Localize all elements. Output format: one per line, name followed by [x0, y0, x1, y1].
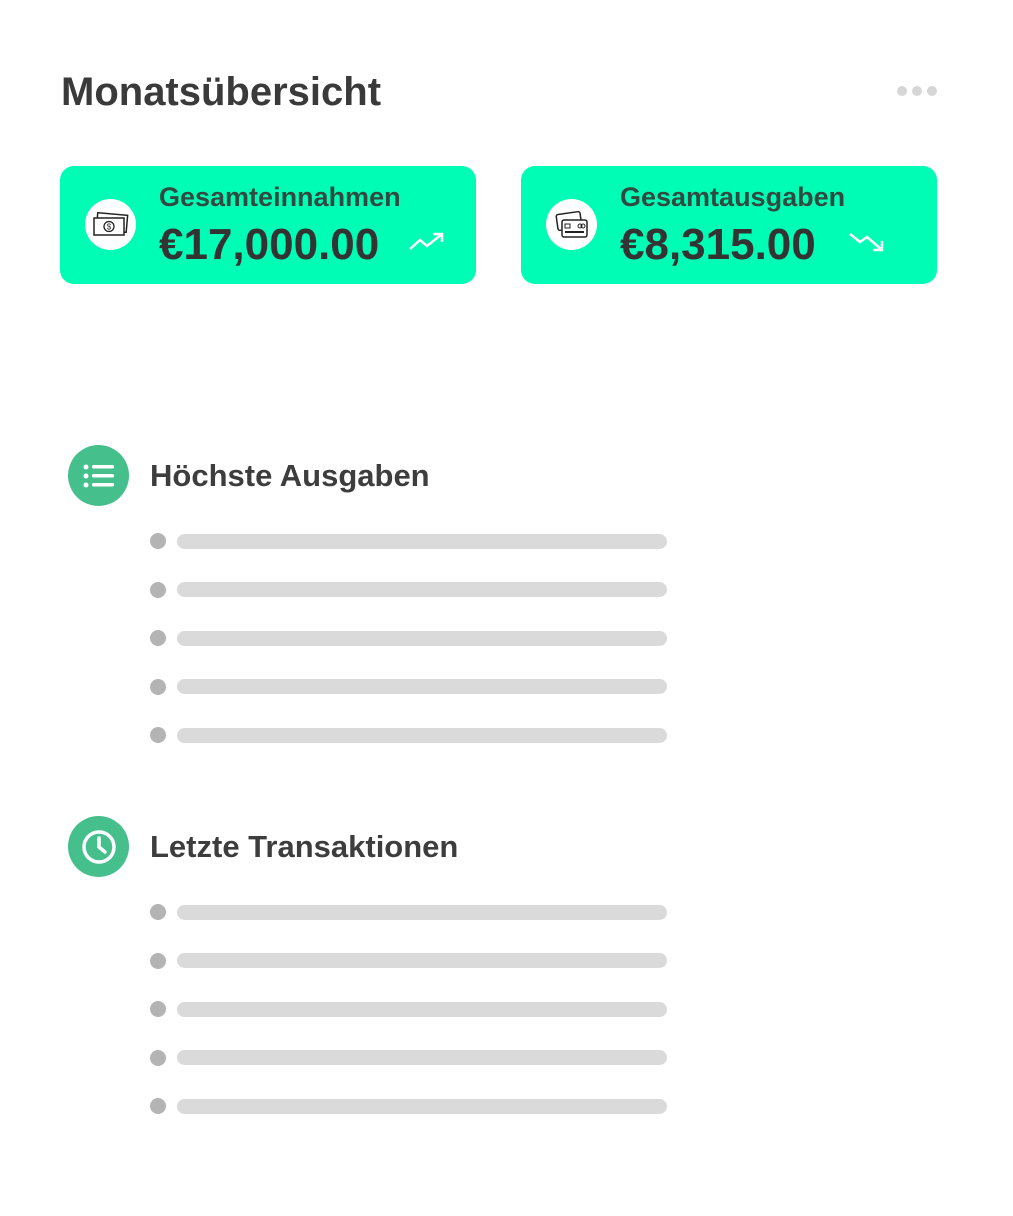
bullet — [150, 953, 166, 969]
bullet — [150, 1098, 166, 1114]
placeholder-bar — [177, 1050, 667, 1065]
list-icon — [68, 445, 129, 506]
page-title: Monatsübersicht — [61, 70, 382, 114]
credit-cards-icon — [546, 199, 597, 250]
placeholder-bar — [177, 631, 667, 646]
bullet — [150, 533, 166, 549]
bullet — [150, 1050, 166, 1066]
expense-value: €8,315.00 — [620, 220, 816, 269]
trend-up-icon — [408, 230, 446, 252]
cash-icon — [85, 199, 136, 250]
income-label: Gesamteinnahmen — [159, 182, 401, 212]
placeholder-bar — [177, 679, 667, 694]
placeholder-list-item — [150, 582, 667, 598]
bullet — [150, 679, 166, 695]
expense-card — [521, 166, 937, 284]
more-horizontal-icon — [897, 86, 907, 96]
placeholder-list-item — [150, 1050, 667, 1066]
placeholder-bar — [177, 1099, 667, 1114]
expense-label: Gesamtausgaben — [620, 182, 846, 212]
svg-text:$: $ — [106, 222, 111, 231]
bullet — [150, 727, 166, 743]
placeholder-list-item — [150, 1001, 667, 1017]
placeholder-list-item — [150, 630, 667, 646]
bullet — [150, 582, 166, 598]
more-options-button[interactable] — [897, 86, 937, 96]
placeholder-bar — [177, 582, 667, 597]
placeholder-list-item — [150, 533, 667, 549]
placeholder-list-item — [150, 953, 667, 969]
placeholder-bar — [177, 728, 667, 743]
bullet — [150, 904, 166, 920]
placeholder-bar — [177, 534, 667, 549]
placeholder-list-item — [150, 679, 667, 695]
clock-icon — [68, 816, 129, 877]
placeholder-list-item — [150, 727, 667, 743]
section-title-top-expenses: Höchste Ausgaben — [150, 458, 430, 493]
income-card — [60, 166, 476, 284]
bullet — [150, 1001, 166, 1017]
placeholder-bar — [177, 1002, 667, 1017]
dot — [927, 86, 937, 96]
dot — [912, 86, 922, 96]
placeholder-bar — [177, 953, 667, 968]
bullet — [150, 630, 166, 646]
placeholder-list-item — [150, 1098, 667, 1114]
section-title-recent-transactions: Letzte Transaktionen — [150, 829, 459, 864]
income-value: €17,000.00 — [159, 220, 380, 269]
placeholder-bar — [177, 905, 667, 920]
trend-down-icon — [848, 230, 886, 254]
placeholder-list-item — [150, 904, 667, 920]
